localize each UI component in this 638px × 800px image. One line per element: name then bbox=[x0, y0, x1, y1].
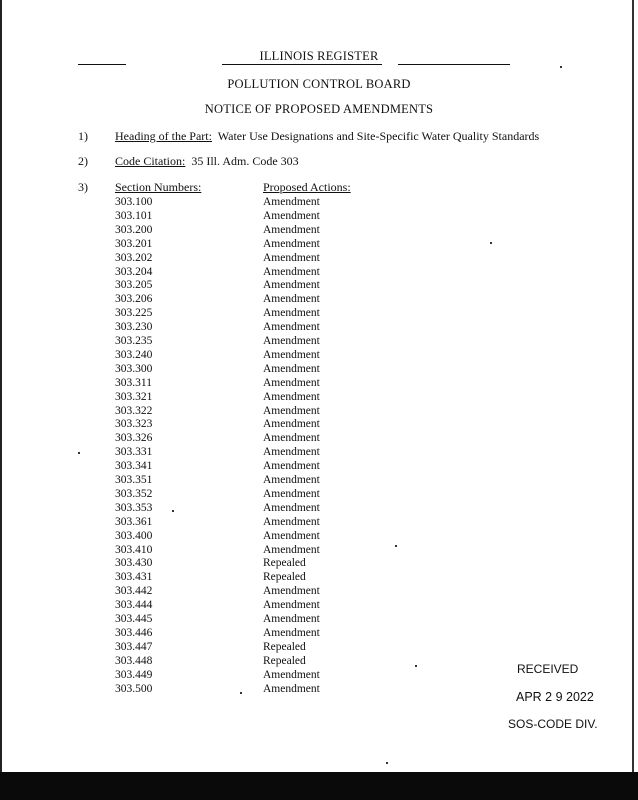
proposed-action: Amendment bbox=[263, 599, 320, 612]
item-2 bbox=[115, 154, 299, 169]
item-1 bbox=[115, 129, 539, 144]
proposed-action: Amendment bbox=[263, 348, 320, 361]
section-number: 303.202 bbox=[115, 251, 153, 264]
section-number: 303.447 bbox=[115, 640, 153, 653]
proposed-action: Amendment bbox=[263, 418, 320, 431]
proposed-action: Amendment bbox=[263, 668, 320, 681]
proposed-action: Amendment bbox=[263, 626, 320, 639]
section-number: 303.240 bbox=[115, 348, 153, 361]
section-number: 303.448 bbox=[115, 654, 153, 667]
proposed-action: Amendment bbox=[263, 682, 320, 695]
proposed-action: Amendment bbox=[263, 362, 320, 375]
proposed-action: Amendment bbox=[263, 529, 320, 542]
section-number: 303.311 bbox=[115, 376, 152, 389]
section-number: 303.206 bbox=[115, 293, 153, 306]
section-number: 303.101 bbox=[115, 209, 153, 222]
section-number: 303.300 bbox=[115, 362, 153, 375]
proposed-action: Repealed bbox=[263, 654, 306, 667]
section-number: 303.449 bbox=[115, 668, 153, 681]
proposed-action: Amendment bbox=[263, 335, 320, 347]
item-2-label: Code Citation: bbox=[115, 154, 186, 168]
header-rule-center bbox=[222, 64, 382, 65]
received-stamp: RECEIVED bbox=[517, 662, 579, 676]
section-number: 303.445 bbox=[115, 613, 153, 625]
received-date: APR 2 9 2022 bbox=[516, 690, 594, 704]
section-numbers-heading: Section Numbers: bbox=[115, 180, 202, 194]
proposed-action: Amendment bbox=[263, 209, 320, 222]
proposed-action: Amendment bbox=[263, 446, 320, 459]
section-number: 303.500 bbox=[115, 682, 153, 695]
scan-speck bbox=[415, 665, 417, 667]
register-title: ILLINOIS REGISTER bbox=[259, 49, 379, 63]
proposed-action: Repealed bbox=[263, 640, 306, 653]
proposed-action: Amendment bbox=[263, 196, 320, 208]
scan-speck bbox=[78, 452, 80, 454]
proposed-action: Amendment bbox=[263, 251, 320, 264]
scan-speck bbox=[560, 66, 562, 68]
section-number: 303.341 bbox=[115, 460, 153, 473]
item-1-text: Water Use Designations and Site-Specific Water Quality Standards bbox=[217, 129, 540, 143]
proposed-action: Amendment bbox=[263, 460, 320, 473]
received-division: SOS-CODE DIV. bbox=[508, 717, 598, 731]
item-3-number: 3) bbox=[78, 180, 88, 194]
proposed-action: Amendment bbox=[263, 293, 320, 306]
notice-title: NOTICE OF PROPOSED AMENDMENTS bbox=[204, 102, 434, 116]
section-number: 303.353 bbox=[115, 501, 153, 514]
proposed-action: Amendment bbox=[263, 321, 320, 334]
section-number: 303.205 bbox=[115, 279, 153, 292]
header-rule-left bbox=[78, 64, 126, 65]
proposed-action: Amendment bbox=[263, 404, 320, 417]
proposed-action: Amendment bbox=[263, 223, 320, 236]
proposed-action: Amendment bbox=[263, 390, 320, 403]
section-number: 303.400 bbox=[115, 529, 153, 542]
section-number: 303.361 bbox=[115, 515, 153, 528]
section-number: 303.331 bbox=[115, 446, 153, 459]
section-number: 303.100 bbox=[115, 196, 153, 208]
section-number: 303.326 bbox=[115, 432, 153, 445]
section-number: 303.431 bbox=[115, 571, 153, 584]
section-number: 303.230 bbox=[115, 321, 153, 334]
section-number: 303.200 bbox=[115, 223, 153, 236]
proposed-action: Amendment bbox=[263, 307, 320, 320]
scan-speck bbox=[240, 692, 242, 694]
proposed-action: Amendment bbox=[263, 279, 320, 292]
proposed-action: Amendment bbox=[263, 376, 320, 389]
section-number: 303.321 bbox=[115, 390, 153, 403]
proposed-action: Repealed bbox=[263, 571, 306, 584]
scan-bottom-band bbox=[0, 772, 638, 800]
proposed-action: Amendment bbox=[263, 487, 320, 500]
section-number: 303.322 bbox=[115, 404, 153, 417]
proposed-action: Amendment bbox=[263, 543, 320, 556]
section-number: 303.225 bbox=[115, 307, 153, 320]
item-1-number: 1) bbox=[78, 129, 88, 143]
section-number: 303.446 bbox=[115, 626, 153, 639]
section-number: 303.442 bbox=[115, 585, 153, 598]
proposed-action: Amendment bbox=[263, 613, 320, 625]
section-number: 303.430 bbox=[115, 557, 153, 570]
proposed-action: Amendment bbox=[263, 265, 320, 278]
section-number: 303.201 bbox=[115, 237, 153, 250]
proposed-action: Repealed bbox=[263, 557, 306, 570]
proposed-action: Amendment bbox=[263, 501, 320, 514]
proposed-action: Amendment bbox=[263, 585, 320, 598]
section-number: 303.410 bbox=[115, 543, 153, 556]
section-number: 303.235 bbox=[115, 335, 153, 347]
section-number: 303.323 bbox=[115, 418, 153, 431]
section-number: 303.352 bbox=[115, 487, 153, 500]
item-1-label: Heading of the Part: bbox=[115, 129, 212, 143]
section-number: 303.351 bbox=[115, 474, 153, 486]
section-number: 303.444 bbox=[115, 599, 153, 612]
item-2-number: 2) bbox=[78, 154, 88, 168]
scan-speck bbox=[395, 545, 397, 547]
proposed-actions-heading: Proposed Actions: bbox=[263, 180, 351, 194]
header-rule-right bbox=[398, 64, 510, 65]
proposed-action: Amendment bbox=[263, 237, 320, 250]
scan-speck bbox=[172, 510, 174, 512]
proposed-action: Amendment bbox=[263, 515, 320, 528]
item-2-text: 35 Ill. Adm. Code 303 bbox=[191, 154, 299, 168]
board-title: POLLUTION CONTROL BOARD bbox=[227, 77, 411, 91]
scan-speck bbox=[386, 762, 388, 764]
scan-speck bbox=[490, 242, 492, 244]
proposed-action: Amendment bbox=[263, 432, 320, 445]
proposed-action: Amendment bbox=[263, 474, 320, 486]
section-number: 303.204 bbox=[115, 265, 153, 278]
